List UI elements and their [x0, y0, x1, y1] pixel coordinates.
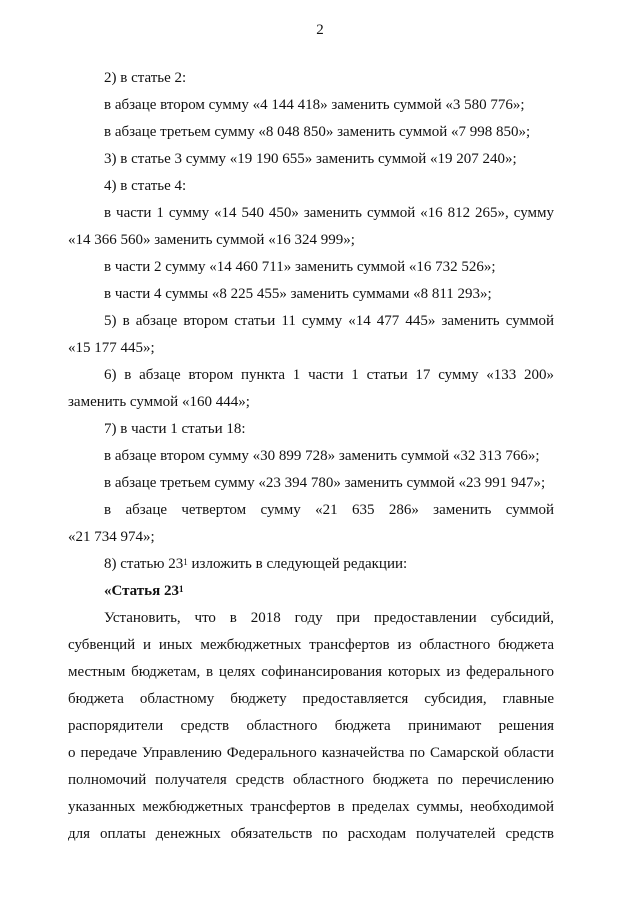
- list-item: 5) в абзаце втором статьи 11 сумму «14 477 445» заменить суммой: [104, 313, 554, 329]
- list-item: в части 4 суммы «8 225 455» заменить суммами «8 811 293»;: [104, 286, 492, 302]
- list-item: в абзаце втором сумму «4 144 418» заменить суммой «3 580 776»;: [104, 97, 525, 113]
- paragraph-line: Установить, что в 2018 году при предоставлении субсидий,: [104, 610, 554, 626]
- list-item: «21 734 974»;: [68, 529, 155, 545]
- list-item: в абзаце втором сумму «30 899 728» заменить суммой «32 313 766»;: [104, 448, 540, 464]
- paragraph-line: полномочий получателя средств областного бюджета по перечислению: [68, 772, 554, 788]
- list-item: 4) в статье 4:: [104, 178, 187, 194]
- paragraph-line: распорядители средств областного бюджета принимают решения: [68, 718, 554, 734]
- list-item: в части 2 сумму «14 460 711» заменить суммой «16 732 526»;: [104, 259, 496, 275]
- list-item: в абзаце третьем сумму «23 394 780» заменить суммой «23 991 947»;: [104, 475, 546, 491]
- paragraph-line: для оплаты денежных обязательств по расходам получателей средств: [68, 826, 554, 842]
- paragraph-line: субвенций и иных межбюджетных трансфертов из областного бюджета: [68, 637, 554, 653]
- heading-text: «Статья 23: [104, 583, 179, 599]
- list-item: 6) в абзаце втором пункта 1 части 1 статьи 17 сумму «133 200»: [104, 367, 554, 383]
- paragraph-line: бюджета областному бюджету предоставляется субсидия, главные: [68, 691, 554, 707]
- paragraph-text: 8) статью 23: [104, 556, 184, 572]
- superscript: 1: [183, 557, 188, 567]
- list-item: в абзаце четвертом сумму «21 635 286» заменить суммой: [104, 502, 554, 518]
- paragraph-text: изложить в следующей редакции:: [187, 556, 408, 572]
- paragraph-line: местным бюджетам, в целях софинансирования которых из федерального: [68, 664, 554, 680]
- list-item: в абзаце третьем сумму «8 048 850» заменить суммой «7 998 850»;: [104, 124, 531, 140]
- article-heading: [68, 579, 554, 603]
- list-item: 3) в статье 3 сумму «19 190 655» заменить суммой «19 207 240»;: [104, 151, 517, 167]
- list-item: 7) в части 1 статьи 18:: [104, 421, 246, 437]
- list-item: [68, 552, 554, 576]
- list-item: «15 177 445»;: [68, 340, 155, 356]
- superscript: 1: [178, 584, 184, 594]
- list-item: в части 1 сумму «14 540 450» заменить суммой «16 812 265», сумму: [104, 205, 554, 221]
- list-item: заменить суммой «160 444»;: [68, 394, 250, 410]
- paragraph-line: указанных межбюджетных трансфертов в пределах суммы, необходимой: [68, 799, 554, 815]
- list-item: 2) в статье 2:: [104, 70, 187, 86]
- page-number: 2: [316, 22, 324, 38]
- list-item: «14 366 560» заменить суммой «16 324 999»;: [68, 232, 355, 248]
- paragraph-line: о передаче Управлению Федерального казначейства по Самарской области: [68, 745, 554, 761]
